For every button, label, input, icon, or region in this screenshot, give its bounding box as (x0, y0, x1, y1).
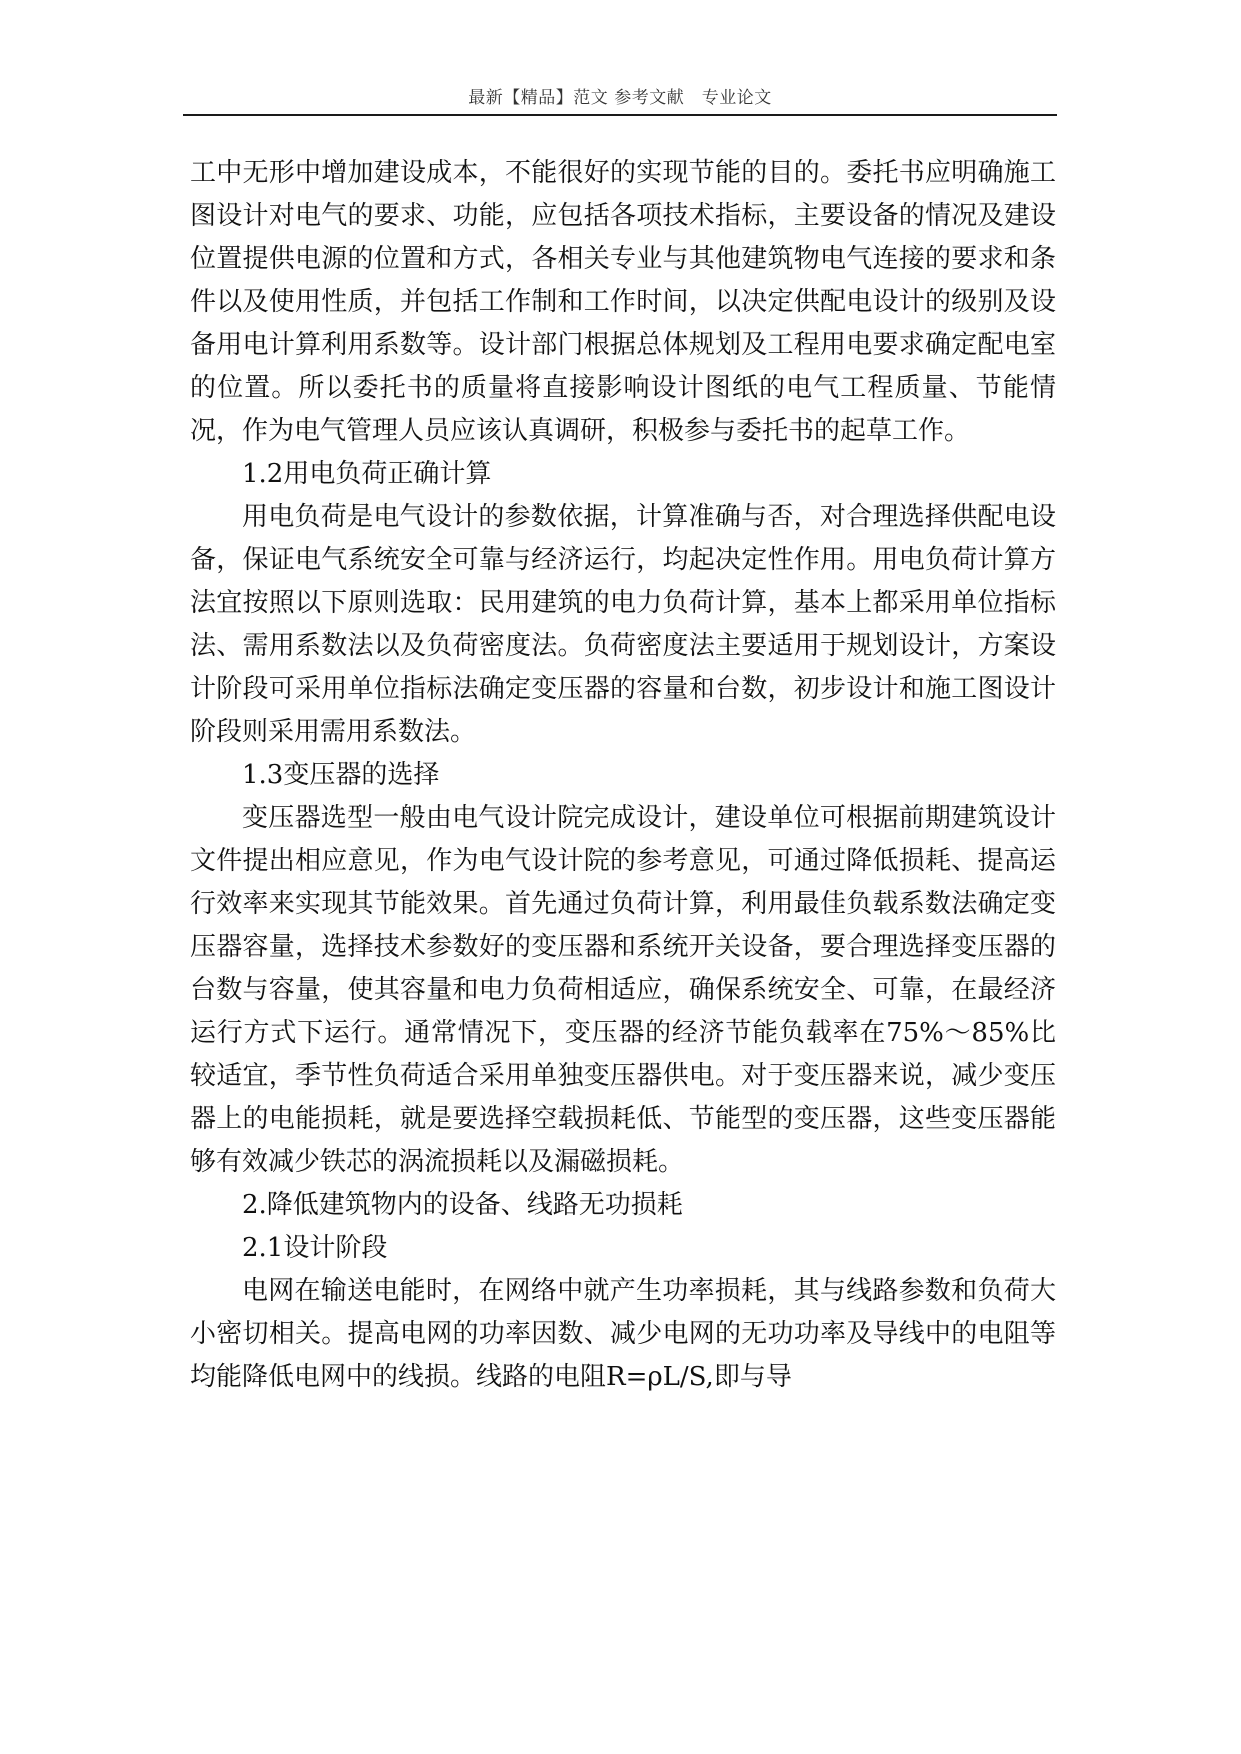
document-body (190, 152, 1056, 1399)
section-heading-1-2: 1.2用电负荷正确计算 (242, 459, 492, 489)
header-divider (183, 114, 1057, 116)
section-heading-2: 2.降低建筑物内的设备、线路无功损耗 (242, 1190, 683, 1220)
page-header: 最新【精品】范文 参考文献 专业论文 (468, 88, 772, 108)
paragraph-load-calculation: 用电负荷是电气设计的参数依据，计算准确与否，对合理选择供配电设备，保证电气系统安全可靠与经济运行，均起决定性作用。用电负荷计算方法宜按照以下原则选取：民用建筑的电力负荷计算，基本上都采用单位指标法、需用系数法以及负荷密度法。负荷密度法主要适用于规划设计，方案设计阶段可采用单位指标法确定变压器的容量和台数，初步设计和施工图设计阶段则采用需用系数法。 (190, 502, 1056, 747)
section-heading-1-3: 1.3变压器的选择 (242, 760, 440, 790)
section-heading-2-1: 2.1设计阶段 (242, 1233, 388, 1263)
paragraph-transformer-selection: 变压器选型一般由电气设计院完成设计，建设单位可根据前期建筑设计文件提出相应意见，作为电气设计院的参考意见，可通过降低损耗、提高运行效率来实现其节能效果。首先通过负荷计算，利用最佳负载系数法确定变压器容量，选择技术参数好的变压器和系统开关设备，要合理选择变压器的台数与容量，使其容量和电力负荷相适应，确保系统安全、可靠，在最经济运行方式下运行。通常情况下，变压器的经济节能负载率在75%～85%比较适宜，季节性负荷适合采用单独变压器供电。对于变压器来说，减少变压器上的电能损耗，就是要选择空载损耗低、节能型的变压器，这些变压器能够有效减少铁芯的涡流损耗以及漏磁损耗。 (190, 803, 1056, 1177)
paragraph-design-stage: 电网在输送电能时，在网络中就产生功率损耗，其与线路参数和负荷大小密切相关。提高电网的功率因数、减少电网的无功功率及导线中的电阻等均能降低电网中的线损。线路的电阻R=ρL/S,即与导 (190, 1276, 1056, 1392)
paragraph-continuation: 工中无形中增加建设成本，不能很好的实现节能的目的。委托书应明确施工图设计对电气的要求、功能，应包括各项技术指标，主要设备的情况及建设位置提供电源的位置和方式，各相关专业与其他建筑物电气连接的要求和条件以及使用性质，并包括工作制和工作时间，以决定供配电设计的级别及设备用电计算利用系数等。设计部门根据总体规划及工程用电要求确定配电室的位置。所以委托书的质量将直接影响设计图纸的电气工程质量、节能情况，作为电气管理人员应该认真调研，积极参与委托书的起草工作。 (190, 158, 1056, 446)
